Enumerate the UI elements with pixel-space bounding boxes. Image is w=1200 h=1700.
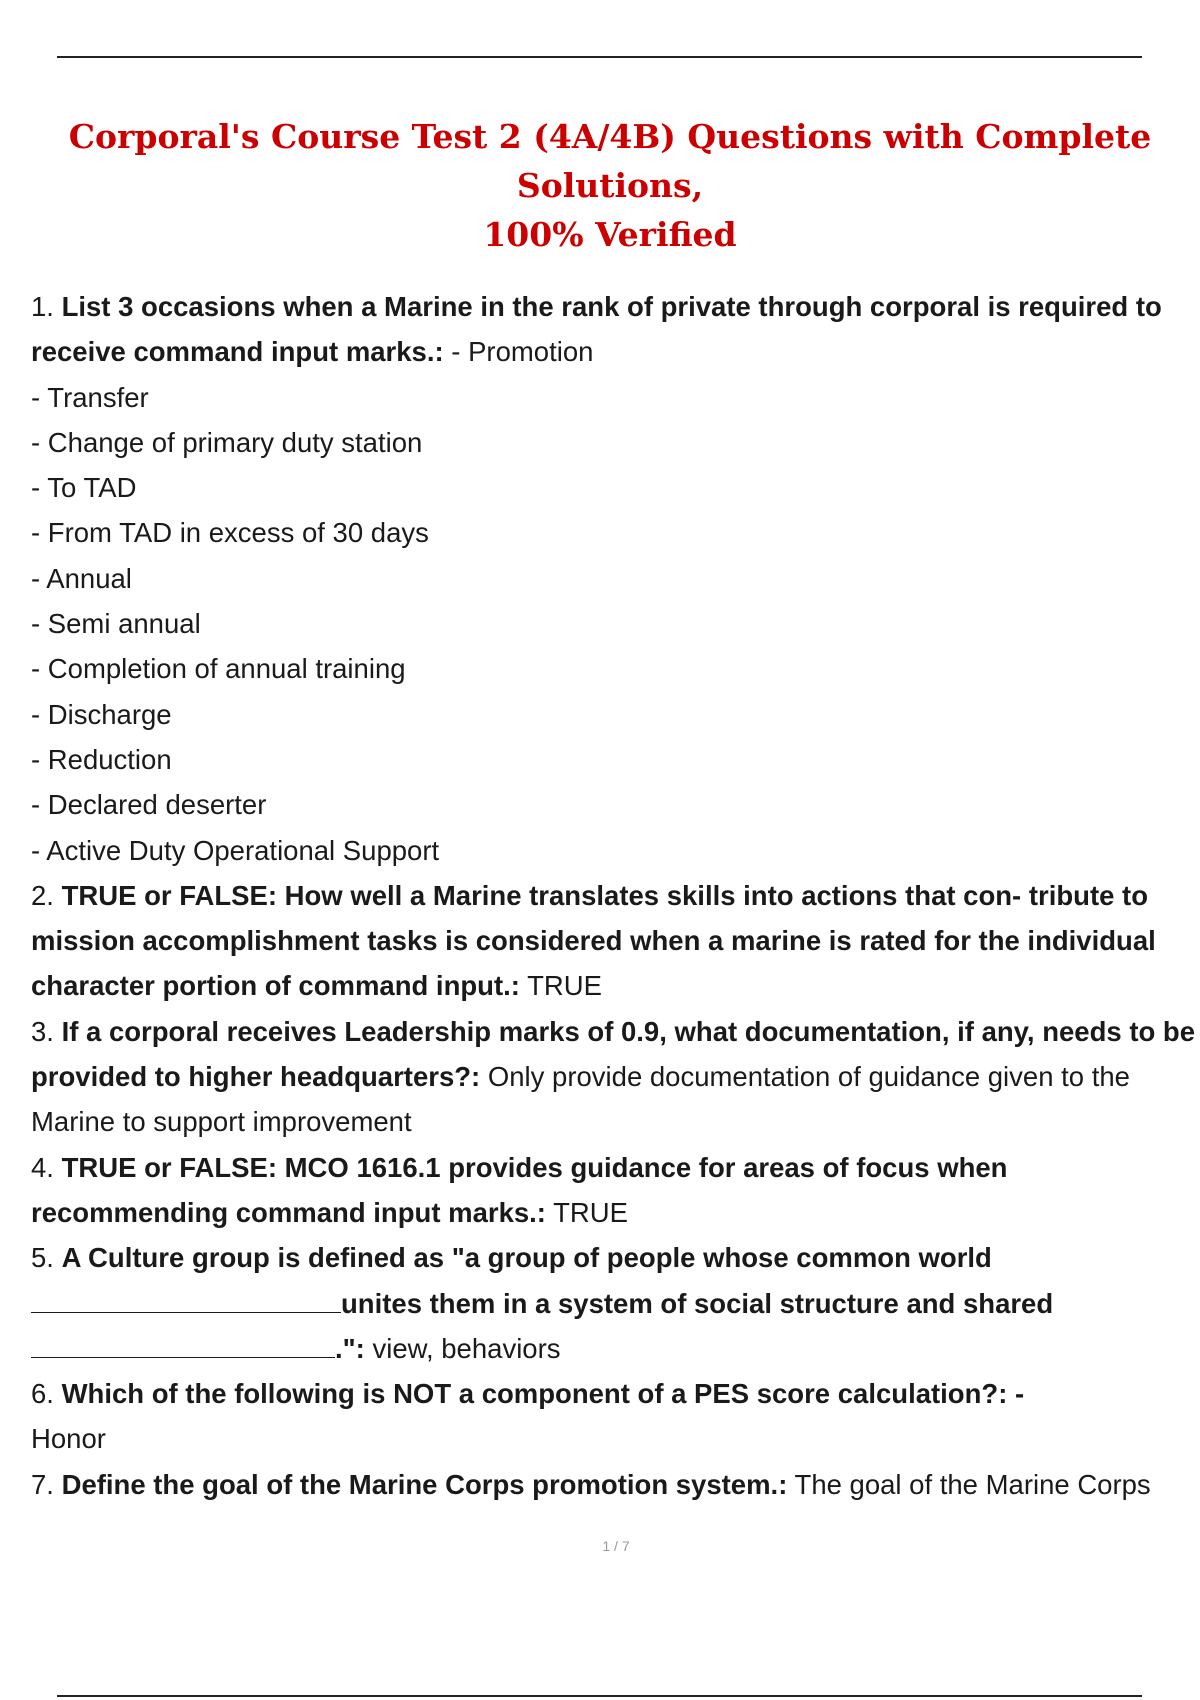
q4-question-part1: TRUE or FALSE: MCO 1616.1 provides guidance for areas of focus when <box>61 1151 1008 1183</box>
q2-question-part2: mission accomplishment tasks is considered when a marine is rated for the individual <box>31 925 1156 957</box>
q3-line-3 <box>31 1099 1191 1144</box>
q1-answer-item: - Active Duty Operational Support <box>31 834 440 866</box>
q5-question-part1: A Culture group is defined as "a group of people whose common world <box>61 1242 992 1274</box>
q7-number: 7. <box>31 1468 54 1500</box>
q3-answer-part1: Only provide documentation of guidance given to the <box>487 1061 1130 1093</box>
q3-line-1 <box>31 1009 1196 1054</box>
q2-answer: TRUE <box>527 970 602 1002</box>
q1-line-1 <box>31 284 1191 329</box>
q3-answer-part2: Marine to support improvement <box>31 1106 412 1138</box>
q1-line-2 <box>31 329 1191 374</box>
q3-line-2 <box>31 1054 1191 1099</box>
q2-question-part1: TRUE or FALSE: How well a Marine translates skills into actions that con- tribute to <box>61 879 1148 911</box>
question-list <box>31 284 1196 1507</box>
q6-line-2 <box>31 1416 1191 1461</box>
q4-answer: TRUE <box>553 1196 628 1228</box>
q3-question-part1: If a corporal receives Leadership marks of 0.9, what documentation, if any, needs to be <box>61 1015 1196 1047</box>
q2-line-1 <box>31 873 1191 918</box>
q7-question: Define the goal of the Marine Corps promotion system.: <box>61 1468 788 1500</box>
q5-question-part3: .": <box>335 1332 365 1364</box>
q1-answer-item: - Annual <box>31 562 132 594</box>
q4-number: 4. <box>31 1151 54 1183</box>
q5-line-2 <box>31 1281 1191 1326</box>
q5-question-part2: unites them in a system of social structure and shared <box>341 1287 1054 1319</box>
q1-answer-item: - Declared deserter <box>31 789 267 821</box>
q6-answer-dash: - <box>1015 1378 1025 1410</box>
q6-line-1 <box>31 1371 1191 1416</box>
q1-answer-item: - Semi annual <box>31 608 201 640</box>
q5-line-3 <box>31 1326 1191 1371</box>
q1-answer-item: - Reduction <box>31 743 172 775</box>
q1-answer-item: - Completion of annual training <box>31 653 406 685</box>
q1-question-part1: List 3 occasions when a Marine in the rank of private through corporal is required to <box>61 291 1162 322</box>
q4-line-2 <box>31 1190 1191 1235</box>
q1-number: 1. <box>31 291 54 322</box>
q4-question-part2: recommending command input marks.: <box>31 1196 546 1228</box>
q3-number: 3. <box>31 1015 54 1047</box>
q5-answer: view, behaviors <box>372 1332 561 1364</box>
fill-in-blank-2 <box>31 1331 335 1358</box>
q7-answer: The goal of the Marine Corps <box>794 1468 1151 1500</box>
title-line-2: 100% Verified <box>483 215 737 254</box>
q6-answer: Honor <box>31 1423 106 1455</box>
top-rule <box>57 56 1142 58</box>
q2-line-2 <box>31 918 1191 963</box>
q7-line-1 <box>31 1462 1191 1507</box>
q1-answer-item: - To TAD <box>31 472 137 504</box>
q1-answer-item: - From TAD in excess of 30 days <box>31 517 429 549</box>
q1-question-part2: receive command input marks.: <box>31 336 444 368</box>
q5-line-1 <box>31 1235 1191 1280</box>
q1-answer-item: - Change of primary duty station <box>31 426 423 458</box>
q2-line-3 <box>31 963 1191 1008</box>
q6-question-part1: Which of the following is NOT a component of a PES score calculation?: <box>61 1378 1008 1410</box>
q2-number: 2. <box>31 879 54 911</box>
bottom-rule <box>57 1695 1142 1697</box>
q6-number: 6. <box>31 1378 54 1410</box>
fill-in-blank-1 <box>31 1286 341 1313</box>
q2-question-part3: character portion of command input.: <box>31 970 520 1002</box>
title-line-1: Corporal's Course Test 2 (4A/4B) Questions with Complete Solutions, <box>68 117 1152 205</box>
q4-line-1 <box>31 1145 1191 1190</box>
page-number: 1 / 7 <box>602 1538 630 1554</box>
q3-question-part2: provided to higher headquarters?: <box>31 1061 481 1093</box>
q1-answer-item: - Transfer <box>31 381 149 413</box>
q1-answer-first: - Promotion <box>451 336 594 368</box>
q5-number: 5. <box>31 1242 54 1274</box>
document-title <box>30 112 1190 259</box>
q1-answer-item: - Discharge <box>31 698 172 730</box>
